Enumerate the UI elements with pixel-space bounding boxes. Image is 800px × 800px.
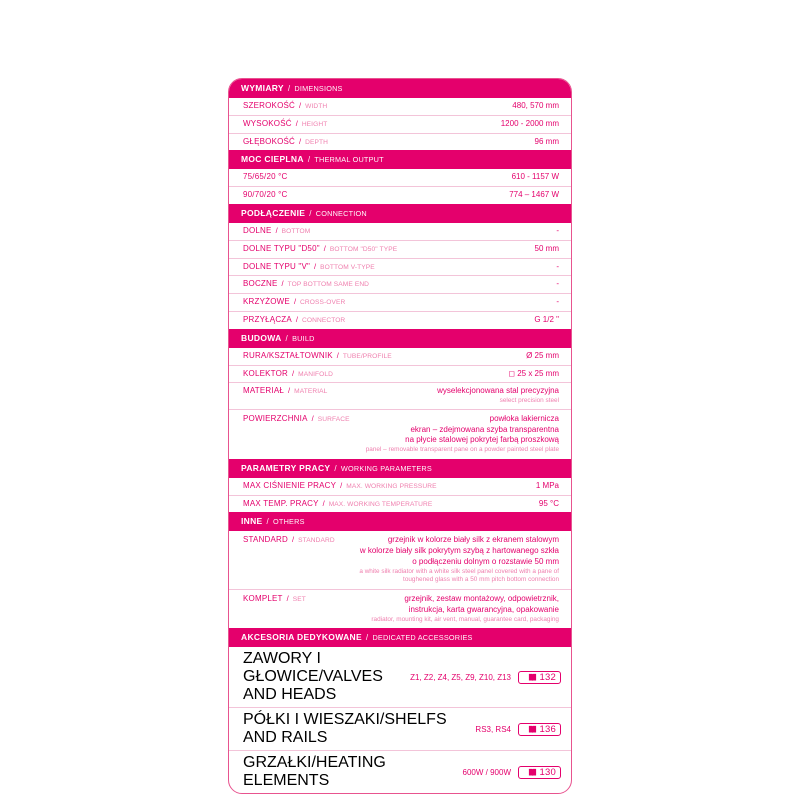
accessory-label-separator: / (318, 668, 324, 686)
section-title-en: BUILD (292, 333, 315, 343)
accessory-label-en: SHELFS AND RAILS (243, 711, 447, 747)
section-header-build (229, 329, 571, 348)
spec-row (229, 383, 571, 409)
spec-row-label (243, 386, 327, 395)
spec-row-label (243, 535, 335, 544)
book-icon (528, 725, 537, 734)
spec-label-pl: RURA/KSZTAŁTOWNIK (243, 350, 333, 360)
spec-row (229, 531, 571, 590)
spec-label-pl: MAX TEMP. PRACY (243, 498, 319, 508)
section-rows-accessories (229, 647, 571, 793)
spec-row-value (548, 279, 559, 290)
spec-label-separator: / (288, 386, 291, 396)
spec-row (229, 590, 571, 628)
spec-row-value (501, 190, 559, 201)
spec-row-value (531, 499, 559, 510)
section-title-separator: / (309, 208, 312, 218)
spec-row (229, 134, 571, 151)
spec-row (229, 276, 571, 294)
spec-value-line: grzejnik, zestaw montażowy, odpowietrznik, (404, 594, 559, 604)
spec-label-separator: / (286, 594, 289, 604)
accessory-row-label (243, 754, 463, 790)
spec-row (229, 116, 571, 134)
spec-label-en: TOP BOTTOM SAME END (287, 281, 370, 289)
spec-label-pl: PRZYŁĄCZA (243, 314, 292, 324)
spec-label-pl: 90/70/20 °C (243, 190, 288, 200)
spec-row-value (526, 315, 559, 326)
spec-label-separator: / (323, 243, 326, 253)
spec-label-separator: / (322, 498, 325, 508)
page-number: 132 (539, 671, 556, 683)
spec-label-en: DEPTH (305, 138, 328, 146)
accessory-label-en: HEATING ELEMENTS (243, 754, 386, 790)
spec-value-line: o podłączeniu dolnym o rozstawie 50 mm (412, 557, 559, 567)
spec-row-value (548, 226, 559, 237)
spec-value-line: 1200 - 2000 mm (500, 118, 559, 128)
spec-label-separator: / (299, 101, 302, 110)
spec-label-pl: 75/65/20 °C (243, 172, 288, 182)
spec-label-pl: POWIERZCHNIA (243, 413, 308, 423)
spec-value-sub: select precision steel (499, 397, 559, 405)
spec-row-label (243, 315, 345, 324)
accessory-row-label (243, 650, 410, 704)
spec-label-pl: SZEROKOŚĆ (243, 101, 296, 110)
spec-row (229, 348, 571, 366)
accessory-row-right (463, 766, 561, 780)
spec-row-value (548, 262, 559, 273)
spec-row (229, 241, 571, 259)
spec-label-en: CROSS-OVER (300, 299, 346, 307)
spec-value-line: 50 mm (534, 243, 559, 253)
book-icon (528, 768, 537, 777)
spec-label-en: MAX. WORKING PRESSURE (346, 482, 437, 490)
spec-row-value (518, 351, 559, 362)
spec-label-en: MANIFOLD (298, 370, 333, 378)
spec-value-line: na płycie stalowej pokrytej farbą proszkową (405, 435, 559, 445)
section-header-connection (229, 204, 571, 223)
spec-value-line: - (556, 279, 559, 289)
spec-row-value (504, 101, 559, 112)
spec-value-line: grzejnik w kolorze biały silk z ekranem stalowym (387, 535, 559, 545)
spec-label-en: MATERIAL (294, 388, 328, 396)
spec-label-pl: DOLNE TYPU "D50" (243, 243, 320, 253)
spec-label-separator: / (340, 480, 343, 490)
spec-row-label (243, 190, 288, 199)
spec-row-value (335, 535, 559, 585)
section-title-pl: AKCESORIA DEDYKOWANE (241, 632, 362, 643)
section-title-en: THERMAL OUTPUT (314, 155, 384, 165)
accessory-row (229, 647, 571, 708)
spec-label-pl: MATERIAŁ (243, 386, 285, 396)
spec-label-pl: MAX CIŚNIENIE PRACY (243, 480, 337, 490)
page-number: 130 (539, 766, 556, 778)
spec-value-line: powłoka lakiernicza (489, 413, 559, 423)
spec-label-separator: / (336, 350, 339, 360)
spec-row-label (243, 172, 288, 181)
spec-label-separator: / (275, 225, 278, 235)
section-title-separator: / (285, 333, 289, 343)
section-rows-connection (229, 223, 571, 329)
section-title-pl: INNE (241, 516, 263, 527)
spec-value-line: 1 MPa (535, 480, 559, 490)
section-title-separator: / (307, 155, 311, 165)
spec-value-line: 96 mm (534, 136, 559, 146)
spec-label-en: STANDARD (298, 537, 335, 545)
spec-row (229, 478, 571, 496)
section-title-pl: BUDOWA (241, 332, 282, 343)
accessory-label-en: VALVES AND HEADS (243, 668, 383, 704)
page-number: 136 (539, 723, 556, 735)
accessory-row (229, 751, 571, 793)
spec-label-pl: STANDARD (243, 535, 289, 545)
page-reference-badge[interactable] (518, 766, 561, 780)
spec-label-pl: KRZYŻOWE (243, 297, 290, 307)
spec-row-label (243, 414, 350, 423)
spec-value-line: 610 - 1157 W (511, 172, 559, 182)
accessory-label-pl: ZAWORY I GŁOWICE (243, 650, 321, 686)
page-reference-badge[interactable] (518, 723, 561, 737)
accessory-value: RS3, RS4 (475, 724, 511, 734)
section-title-pl: PARAMETRY PRACY (241, 462, 331, 473)
section-title-en: DIMENSIONS (294, 84, 343, 93)
section-title-pl: PODŁĄCZENIE (241, 207, 306, 218)
spec-row-label (243, 351, 392, 360)
spec-row-label (243, 119, 327, 128)
spec-label-separator: / (281, 279, 284, 289)
spec-label-pl: KOLEKTOR (243, 368, 289, 378)
spec-row (229, 259, 571, 277)
spec-row-label (243, 499, 432, 508)
spec-label-separator: / (292, 368, 295, 378)
spec-row-label (243, 244, 397, 253)
spec-value-line: Ø 25 mm (526, 350, 559, 360)
spec-row-value (363, 594, 559, 624)
spec-label-pl: KOMPLET (243, 594, 283, 604)
spec-label-en: HEIGHT (301, 120, 328, 128)
spec-row-value (548, 297, 559, 308)
accessory-row (229, 708, 571, 751)
spec-row (229, 496, 571, 513)
spec-label-separator: / (311, 413, 314, 423)
section-title-separator: / (334, 463, 337, 473)
spec-value-line: 480, 570 mm (512, 101, 559, 110)
spec-value-sub: a white silk radiator with a white silk steel panel covered with a pane of toughened glass with a 50 mm pitch bottom connection (359, 567, 559, 584)
spec-label-pl: BOCZNE (243, 279, 278, 289)
spec-row (229, 294, 571, 312)
spec-value-line: wyselekcjonowana stal precyzyjna (437, 386, 559, 396)
spec-value-line: instrukcja, karta gwarancyjna, opakowanie (408, 604, 559, 614)
section-title-en: OTHERS (273, 517, 305, 527)
section-title-en: WORKING PARAMETERS (340, 463, 432, 473)
spec-label-separator: / (299, 136, 302, 146)
section-rows-others (229, 531, 571, 628)
section-rows-working-parameters (229, 478, 571, 513)
section-header-working-parameters (229, 459, 571, 478)
section-title-pl: MOC CIEPLNA (241, 154, 304, 165)
spec-value-line: - (556, 297, 559, 307)
section-header-thermal-output (229, 150, 571, 169)
accessory-label-pl: GRZAŁKI (243, 754, 312, 772)
spec-row-label (243, 137, 328, 146)
section-rows-build (229, 348, 571, 459)
spec-row (229, 169, 571, 187)
spec-value-sub: panel – removable transparent pane on a powder painted steel plate (365, 446, 559, 454)
spec-row (229, 366, 571, 384)
spec-row-value (527, 137, 559, 148)
section-header-others (229, 512, 571, 531)
spec-label-separator: / (293, 297, 297, 307)
spec-label-en: SET (292, 596, 306, 604)
spec-value-line: ◻ 25 x 25 mm (508, 368, 559, 378)
spec-label-pl: WYSOKOŚĆ (243, 118, 292, 128)
spec-value-line: w kolorze biały silk pokrytym szybą z hartowanego szkła (359, 546, 559, 556)
spec-value-line: ekran – zdejmowana szyba transparentna (410, 424, 559, 434)
spec-label-en: WIDTH (305, 103, 328, 110)
page-reference-badge[interactable] (518, 671, 561, 685)
spec-label-pl: DOLNE TYPU "V" (243, 261, 311, 271)
spec-label-separator: / (314, 261, 317, 271)
spec-label-en: SURFACE (317, 415, 350, 423)
spec-row-label (243, 481, 437, 490)
spec-row (229, 312, 571, 329)
spec-label-en: BOTTOM (281, 227, 311, 235)
spec-row-value (358, 414, 559, 455)
accessory-label-separator: / (379, 711, 385, 729)
section-header-accessories (229, 628, 571, 647)
accessory-value: 600W / 900W (462, 767, 511, 777)
spec-label-separator: / (295, 118, 298, 128)
book-icon (528, 673, 537, 682)
section-title-en: DEDICATED ACCESSORIES (372, 633, 473, 643)
spec-row-label (243, 226, 310, 235)
spec-label-en: CONNECTOR (302, 316, 346, 324)
spec-value-sub: radiator, mounting kit, air vent, manual, guarantee card, packaging (371, 615, 559, 623)
spec-row-value (528, 481, 559, 492)
spec-row-value (500, 369, 559, 380)
spec-label-separator: / (292, 535, 295, 545)
spec-row-label (243, 297, 345, 306)
spec-row-label (243, 594, 306, 603)
spec-value-line: - (556, 225, 559, 235)
spec-label-en: MAX. WORKING TEMPERATURE (328, 500, 433, 508)
spec-row-label (243, 369, 333, 378)
accessory-row-label (243, 711, 475, 747)
spec-row (229, 98, 571, 116)
accessory-label-pl: PÓŁKI I WIESZAKI (243, 711, 380, 729)
spec-row-value (493, 119, 559, 130)
spec-label-en: TUBE/PROFILE (342, 352, 392, 360)
spec-value-line: - (556, 261, 559, 271)
accessory-row-right (410, 671, 561, 685)
spec-value-line: G 1/2 " (534, 314, 559, 324)
spec-row (229, 410, 571, 459)
section-title-separator: / (287, 84, 291, 93)
section-rows-dimensions (229, 98, 571, 150)
spec-row-label (243, 279, 369, 288)
spec-label-separator: / (295, 314, 299, 324)
spec-row-label (243, 101, 327, 110)
spec-row-label (243, 262, 375, 271)
spec-value-line: 95 °C (538, 498, 559, 508)
spec-row-value (504, 172, 559, 183)
spec-value-line: 774 – 1467 W (509, 190, 559, 200)
spec-row-value (429, 386, 559, 405)
section-rows-thermal-output (229, 169, 571, 204)
section-title-separator: / (365, 633, 369, 643)
section-title-en: CONNECTION (315, 208, 367, 218)
spec-row (229, 187, 571, 204)
section-title-separator: / (266, 517, 270, 527)
spec-row (229, 223, 571, 241)
spec-label-pl: DOLNE (243, 225, 272, 235)
spec-label-en: BOTTOM V-TYPE (320, 263, 375, 271)
spec-label-pl: GŁĘBOKOŚĆ (243, 136, 296, 146)
specification-card (228, 78, 572, 794)
accessory-value: Z1, Z2, Z4, Z5, Z9, Z10, Z13 (410, 672, 511, 682)
spec-label-en: BOTTOM "D50" TYPE (329, 245, 398, 253)
spec-row-value (527, 244, 559, 255)
accessory-row-right (475, 723, 561, 737)
section-title-pl: WYMIARY (241, 83, 284, 93)
accessory-label-separator: / (311, 754, 316, 772)
section-header-dimensions (229, 79, 571, 98)
